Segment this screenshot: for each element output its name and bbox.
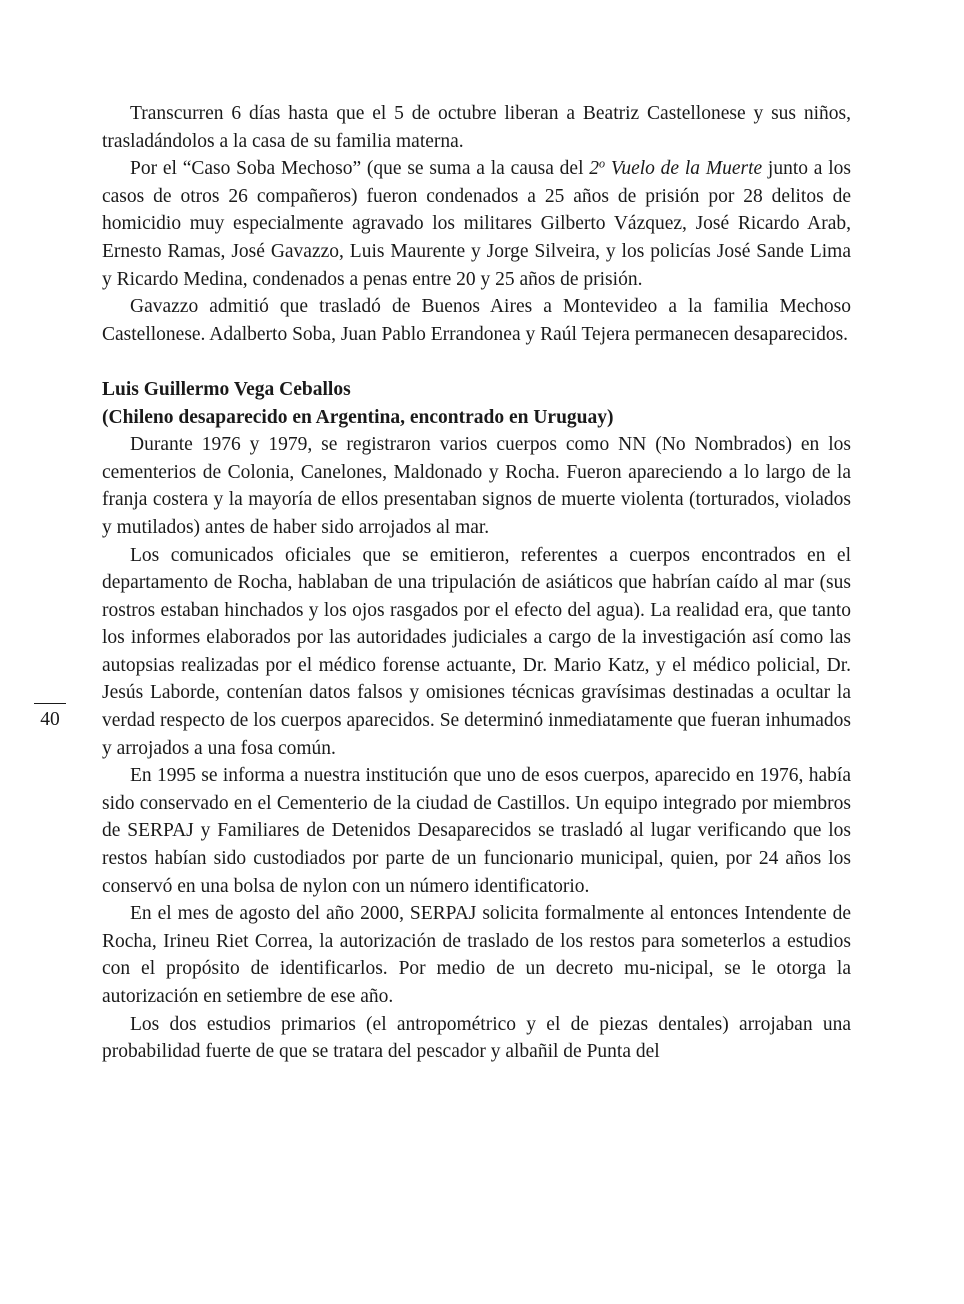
case-name-text: Vuelo de la Muerte <box>605 158 763 180</box>
paragraph-caso-soba-mechoso <box>102 155 851 293</box>
paragraph: Los comunicados oficiales que se emitieron, referentes a cuerpos encontrados en el departamento de Rocha, hablaban de una tripulación de asiáticos que habrían caído al mar (sus rostros estaban hinchados y los ojos rasgados por el efecto del agua). La realidad era, que tanto los informes elaborados por las autoridades judiciales a cargo de la investigación así como las autopsias realizadas por el médico forense actuante, Dr. Mario Katz, y el médico policial, Dr. Jesús Laborde, contenían datos falsos y omisiones técnicas gravísimas destinadas a ocultar la verdad respecto de los cuerpos aparecidos. Se determinó inmediatamente que fueran inhumados y arrojados a una fosa común. <box>102 544 851 759</box>
ordinal-number: 2 <box>589 158 600 180</box>
case-name-italic <box>589 158 762 179</box>
paragraph: Los dos estudios primarios (el antropométrico y el de piezas dentales) arrojaban una probabilidad fuerte de que se tratara del pescador y albañil de Punta del <box>102 1013 851 1063</box>
ordinal-indicator: o <box>599 156 606 171</box>
section-title: Luis Guillermo Vega Ceballos <box>102 378 351 400</box>
paragraph-text: Por el “Caso Soba Mechoso” (que se suma a la causa del <box>130 158 590 180</box>
page-body <box>102 100 851 1066</box>
paragraph: En 1995 se informa a nuestra institución que uno de esos cuerpos, aparecido en 1976, había sido conservado en el Cementerio de la ciudad de Castillos. Un equipo integrado por miembros de SERPAJ y Familiares de Detenidos Desaparecidos se trasladó al lugar verificando que los restos habían sido custodiados por parte de un funcionario municipal, quien, por 24 años los conservó en una bolsa de nylon con un número identificatorio. <box>102 765 851 897</box>
paragraph: Transcurren 6 días hasta que el 5 de octubre liberan a Beatriz Castellonese y sus niños, trasladándolos a la casa de su familia materna. <box>102 103 851 152</box>
page-number-rule <box>34 703 66 704</box>
paragraph: Gavazzo admitió que trasladó de Buenos Aires a Montevideo a la familia Mechoso Castellonese. Adalberto Soba, Juan Pablo Errandonea y Raúl Tejera permanecen desaparecidos. <box>102 296 851 345</box>
paragraph-text: junto a los casos de otros 26 compañeros) fueron condenados a 25 años de prisión por 28 delitos de homicidio muy especialmente agravado los militares Gilberto Vázquez, José Ricardo Arab, Ernesto Ramas, José Gavazzo, Luis Maurente y Jorge Silveira, y los policías José Sande Lima y Ricardo Medina, condenados a penas entre 20 y 25 años de prisión. <box>102 158 851 290</box>
paragraph: Durante 1976 y 1979, se registraron varios cuerpos como NN (No Nombrados) en los cementerios de Colonia, Canelones, Maldonado y Rocha. Fueron apareciendo a lo largo de la franja costera y la mayoría de ellos presentaban signos de muerte violenta (torturados, violados y mutilados) antes de haber sido arrojados al mar. <box>102 434 851 538</box>
paragraph: En el mes de agosto del año 2000, SERPAJ solicita formalmente al entonces Intendente de Rocha, Irineu Riet Correa, la autorización de traslado de los restos para someterlos a estudios con el propósito de identificarlos. Por medio de un decreto mu-nicipal, se le otorga la autorización en setiembre de ese año. <box>102 903 851 1007</box>
section-subtitle: (Chileno desaparecido en Argentina, encontrado en Uruguay) <box>102 406 614 428</box>
page-number: 40 <box>40 709 60 730</box>
